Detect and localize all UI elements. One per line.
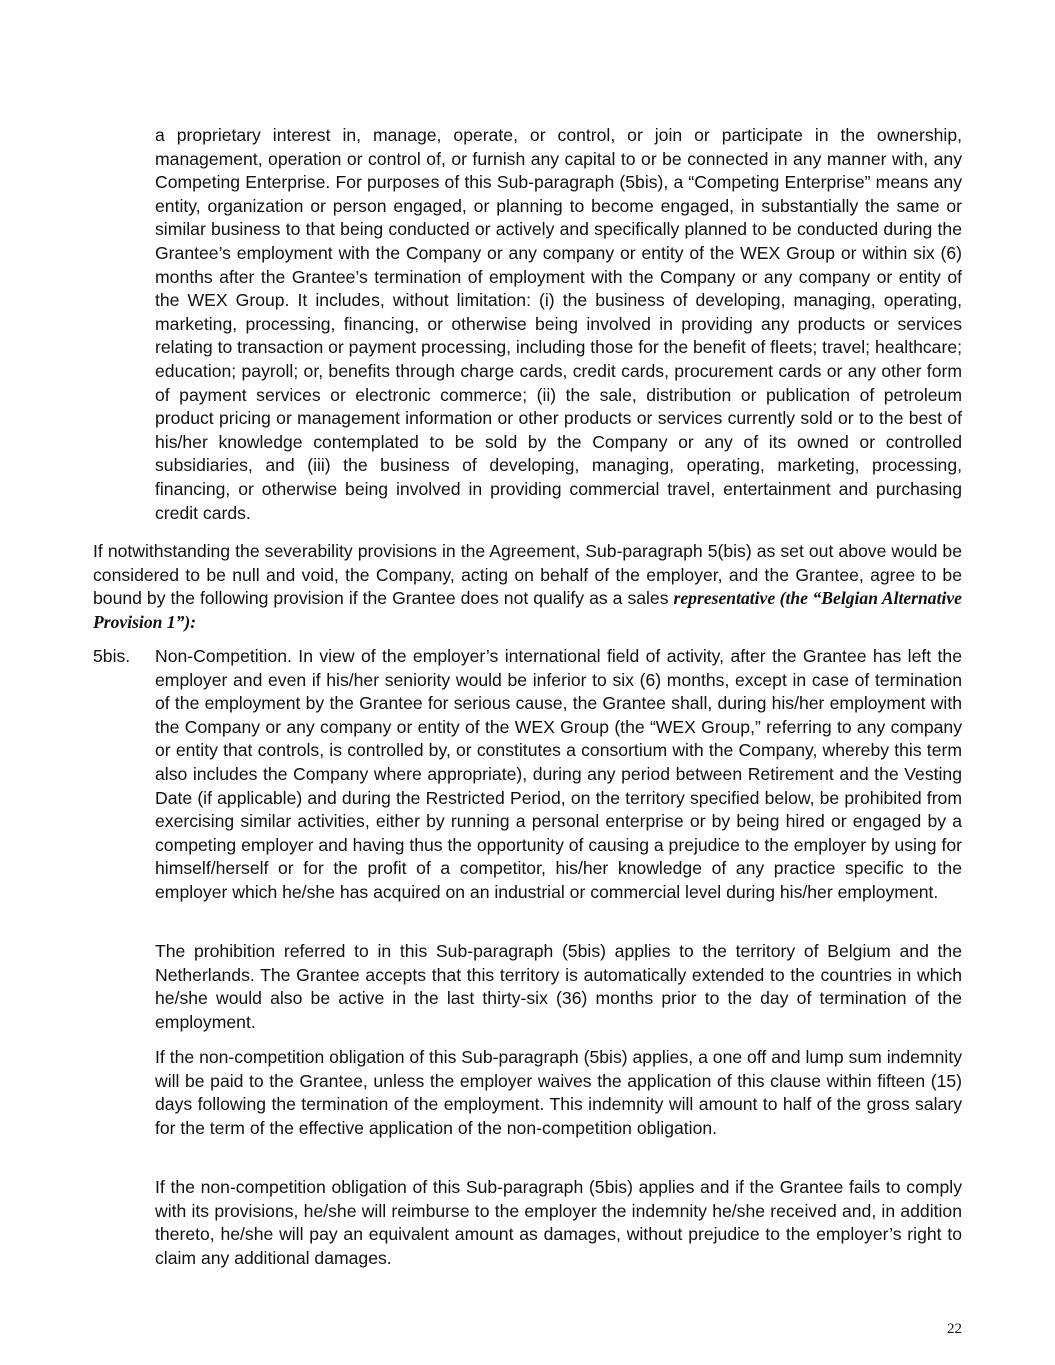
paragraph-indemnity: If the non-competition obligation of this Sub-paragraph (5bis) applies, a one off and lump sum indemnity will be paid to the Grantee, unless the employer waives the application of this clause within fifteen (15) days following the termination of the employment. This indemnity will amount to half of the gross salary for the term of the effective application of the non-competition obligation. [155,1047,962,1138]
page-number: 22 [947,1321,962,1337]
paragraph-territory: The prohibition referred to in this Sub-paragraph (5bis) applies to the territory of Belgium and the Netherlands. The Grantee accepts that this territory is automatically extended to the countries in which he/she would also be active in the last thirty-six (36) months prior to the day of termination of the employment. [155,941,962,1032]
paragraph-non-competition: Non-Competition. In view of the employer’s international field of activity, after the Grantee has left the employer and even if his/her seniority would be inferior to six (6) months, except in case of termination of the employment by the Grantee for serious cause, the Grantee shall, during his/her employment with the Company or any company or entity of the WEX Group (the “WEX Group,” referring to any company or entity that controls, is controlled by, or constitutes a consortium with the Company, whereby this term also includes the Company where appropriate), during any period between Retirement and the Vesting Date (if applicable) and during the Restricted Period, on the territory specified below, be prohibited from exercising similar activities, either by running a personal enterprise or by being hired or engaged by a competing employer and having thus the opportunity of causing a prejudice to the employer by using for himself/herself or for the profit of a competitor, his/her knowledge of any practice specific to the employer which he/she has acquired on an industrial or commercial level during his/her employment. [155,646,962,902]
belgian-alternative-heading: representative (the “Belgian Alternative Provision 1”): [93,588,962,632]
paragraph-competing-enterprise: a proprietary interest in, manage, operate, or control, or join or participate in the ownership, management, operation or control of, or furnish any capital to or be connected in any manner with, any Competing Enterprise. For purposes of this Sub-paragraph (5bis), a “Competing Enterprise” means any entity, organization or person engaged, or planning to become engaged, in substantially the same or similar business to that being conducted or actively and specifically planned to be conducted during the Grantee’s employment with the Company or any company or entity of the WEX Group or within six (6) months after the Grantee’s termination of employment with the Company or any company or entity of the WEX Group. It includes, without limitation: (i) the business of developing, managing, operating, marketing, processing, financing, or otherwise being involved in providing any products or services relating to transaction or payment processing, including those for the benefit of fleets; travel; healthcare; education; payroll; or, benefits through charge cards, credit cards, procurement cards or any other form of payment services or electronic commerce; (ii) the sale, distribution or publication of petroleum product pricing or management information or other products or services currently sold or to the best of his/her knowledge contemplated to be sold by the Company or any of its owned or controlled subsidiaries, and (iii) the business of developing, managing, operating, marketing, processing, financing, or otherwise being involved in providing commercial travel, entertainment and purchasing credit cards. [155,125,962,523]
paragraph-severability [93,540,962,634]
section-label-5bis: 5bis. [93,646,131,666]
paragraph-reimbursement: If the non-competition obligation of this Sub-paragraph (5bis) applies and if the Grantee fails to comply with its provisions, he/she will reimburse to the employer the indemnity he/she received and, in addition thereto, he/she will pay an equivalent amount as damages, without prejudice to the employer’s right to claim any additional damages. [155,1177,962,1268]
severability-text: If notwithstanding the severability provisions in the Agreement, Sub-paragraph 5(bis) as set out above would be considered to be null and void, the Company, acting on behalf of the employer, and the Grantee, agree to be bound by the following provision if the Grantee does not qualify as a sales [93,541,962,609]
